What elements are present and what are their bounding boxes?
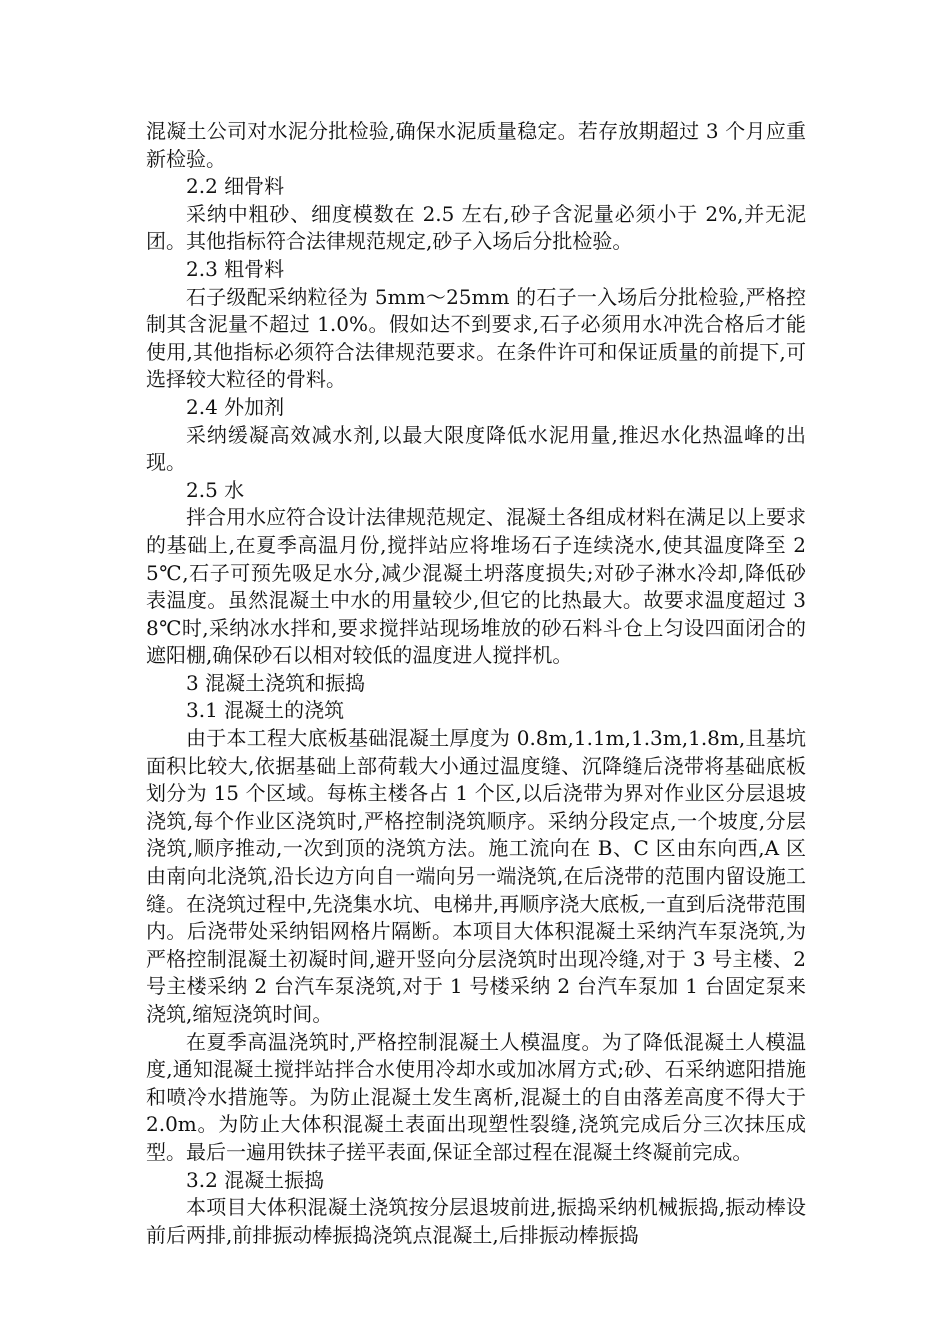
paragraph-pouring: 由于本工程大底板基础混凝土厚度为 0.8m,1.1m,1.3m,1.8m,且基坑面积比较大,依据基础上部荷载大小通过温度缝、沉降缝后浇带将基础底板划分为 15 个区域。每栋主楼各占 1 个区,以后浇带为界对作业区分层退坡浇筑,每个作业区浇筑时,严格控制浇筑顺序。采纳分段定点,一个坡度,分层浇筑,顺序推动,一次到顶的浇筑方法。施工流向在 B、C 区由东向西,A 区由南向北浇筑,沿长边方向自一端向另一端浇筑,在后浇带的范围内留设施工缝。在浇筑过程中,先浇集水坑、电梯井,再顺序浇大底板,一直到后浇带范围内。后浇带处采纳铝网格片隔断。本项目大体积混凝土采纳汽车泵浇筑,为严格控制混凝土初凝时间,避开竖向分层浇筑时出现冷缝,对于 3 号主楼、2 号主楼采纳 2 台汽车泵浇筑,对于 1 号楼采纳 2 台汽车泵加 1 台固定泵来浇筑,缩短浇筑时间。	[146, 726, 806, 1026]
document-body	[146, 118, 806, 1249]
paragraph-vibration: 本项目大体积混凝土浇筑按分层退坡前进,振捣采纳机械振捣,振动棒设前后两排,前排振动棒振捣浇筑点混凝土,后排振动棒振捣	[146, 1195, 806, 1247]
paragraph-summer-pouring: 在夏季高温浇筑时,严格控制混凝土人模温度。为了降低混凝土人模温度,通知混凝土搅拌站拌合水使用冷却水或加冰屑方式;砂、石采纳遮阳措施和喷冷水措施等。为防止混凝土发生离析,混凝土的自由落差高度不得大于 2.0m。为防止大体积混凝土表面出现塑性裂缝,浇筑完成后分三次抹压成型。最后一遍用铁抹子搓平表面,保证全部过程在混凝土终凝前完成。	[146, 1029, 806, 1164]
paragraph-admixture: 采纳缓凝高效减水剂,以最大限度降低水泥用量,推迟水化热温峰的出现。	[146, 422, 806, 475]
paragraph-continued: 混凝土公司对水泥分批检验,确保水泥质量稳定。若存放期超过 3 个月应重新检验。	[146, 119, 806, 171]
section-heading-2-5: 2.5 水	[186, 477, 245, 502]
section-heading-3-2: 3.2 混凝土振捣	[186, 1167, 325, 1192]
section-heading-2-4: 2.4 外加剂	[186, 394, 285, 419]
paragraph-fine-aggregate: 采纳中粗砂、细度模数在 2.5 左右,砂子含泥量必须小于 2%,并无泥团。其他指标符合法律规范规定,砂子入场后分批检验。	[146, 201, 806, 254]
section-heading-2-2: 2.2 细骨料	[186, 174, 285, 199]
paragraph-coarse-aggregate: 石子级配采纳粒径为 5mm～25mm 的石子一入场后分批检验,严格控制其含泥量不超过 1.0%。假如达不到要求,石子必须用水冲洗合格后才能使用,其他指标必须符合法律规范要求。在条件许可和保证质量的前提下,可选择较大粒径的骨料。	[146, 284, 806, 392]
paragraph-water: 拌合用水应符合设计法律规范规定、混凝土各组成材料在满足以上要求的基础上,在夏季高温月份,搅拌站应将堆场石子连续浇水,使其温度降至 25℃,石子可预先吸足水分,减少混凝土坍落度损失;对砂子淋水冷却,降低砂表温度。虽然混凝土中水的用量较少,但它的比热最大。故要求温度超过 38℃时,采纳冰水拌和,要求搅拌站现场堆放的砂石料斗仓上匀设四面闭合的遮阳棚,确保砂石以相对较低的温度进人搅拌机。	[146, 505, 806, 668]
section-heading-3-1: 3.1 混凝土的浇筑	[186, 698, 345, 723]
section-heading-3: 3 混凝土浇筑和振捣	[186, 670, 366, 695]
section-heading-2-3: 2.3 粗骨料	[186, 256, 285, 281]
